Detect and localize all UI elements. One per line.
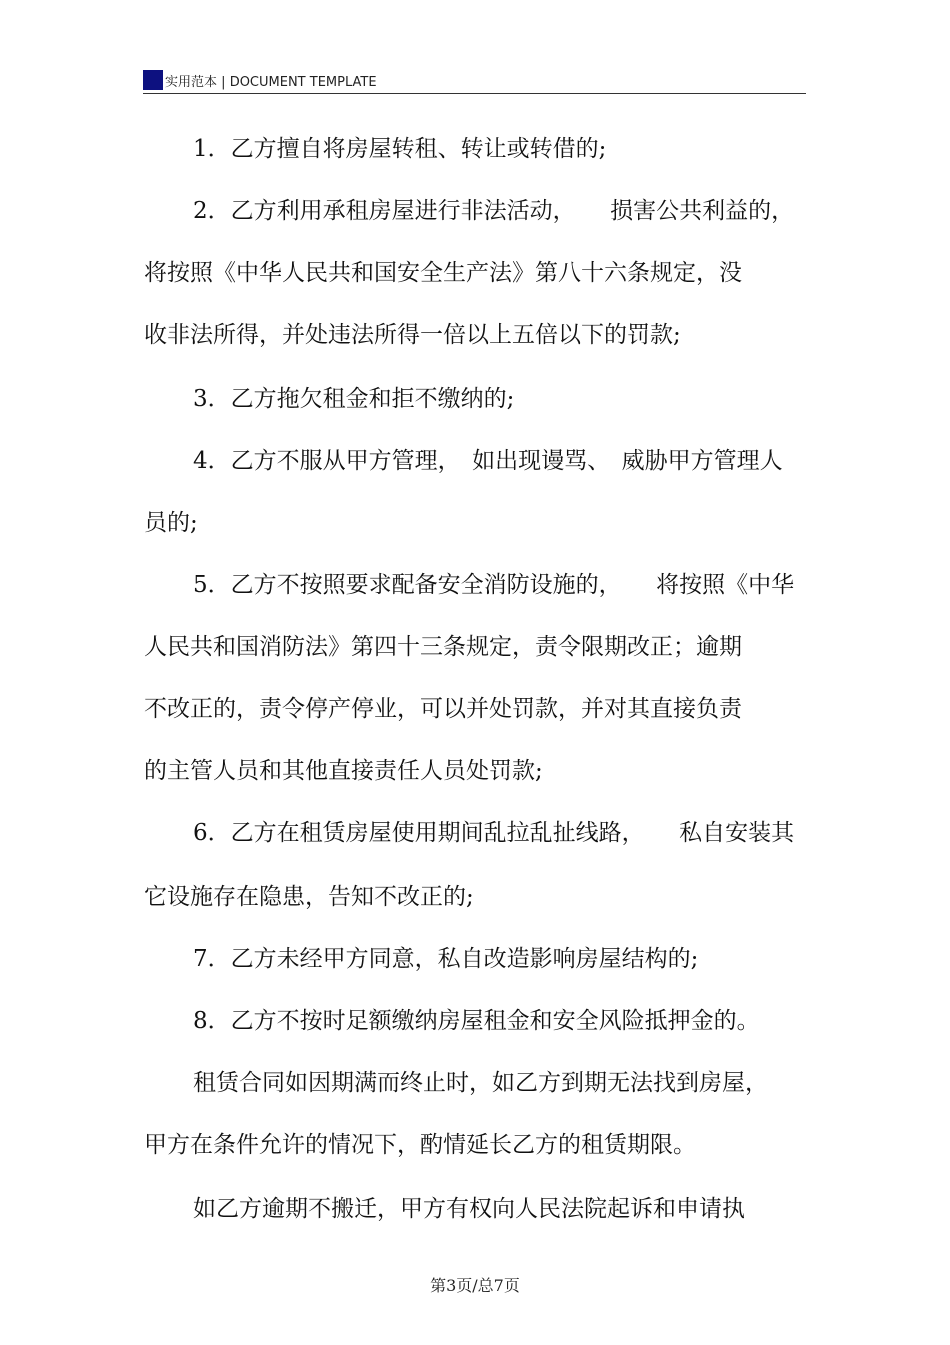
header-subtitle: DOCUMENT TEMPLATE [229, 75, 377, 90]
body-line: 4．乙方不服从甲方管理， 如出现谩骂、 威胁甲方管理人 [193, 448, 783, 474]
header-separator: | [221, 75, 226, 90]
body-line: 2．乙方利用承租房屋进行非法活动， 损害公共利益的， [193, 198, 795, 224]
page-header [143, 68, 806, 94]
body-line: 1．乙方擅自将房屋转租、转让或转借的; [193, 136, 607, 162]
body-line: 6．乙方在租赁房屋使用期间乱拉乱扯线路， 私自安装其 [193, 820, 795, 846]
body-line: 7．乙方未经甲方同意，私自改造影响房屋结构的; [193, 946, 699, 972]
page-number: 第3页/总7页 [430, 1276, 520, 1295]
body-line: 不改正的，责令停产停业，可以并处罚款，并对其直接负责 [144, 696, 742, 722]
header-brand: 实用范本 [165, 75, 218, 90]
body-line: 员的; [144, 510, 198, 536]
body-line: 5．乙方不按照要求配备安全消防设施的， 将按照《中华 [193, 572, 795, 598]
body-line: 租赁合同如因期满而终止时，如乙方到期无法找到房屋， [193, 1070, 768, 1096]
body-line: 如乙方逾期不搬迁，甲方有权向人民法院起诉和申请执 [193, 1196, 745, 1222]
body-line: 甲方在条件允许的情况下，酌情延长乙方的租赁期限。 [144, 1132, 696, 1158]
body-line: 8．乙方不按时足额缴纳房屋租金和安全风险抵押金的。 [193, 1008, 760, 1034]
body-line: 的主管人员和其他直接责任人员处罚款; [144, 758, 543, 784]
brand-logo-square [143, 70, 163, 90]
body-line: 将按照《中华人民共和国安全生产法》第八十六条规定，没 [144, 260, 742, 286]
body-line: 收非法所得，并处违法所得一倍以上五倍以下的罚款; [144, 322, 681, 348]
body-line: 它设施存在隐患，告知不改正的; [144, 884, 474, 910]
body-line: 人民共和国消防法》第四十三条规定，责令限期改正；逾期 [144, 634, 742, 660]
header-text [165, 71, 377, 90]
body-line: 3．乙方拖欠租金和拒不缴纳的; [193, 386, 515, 412]
